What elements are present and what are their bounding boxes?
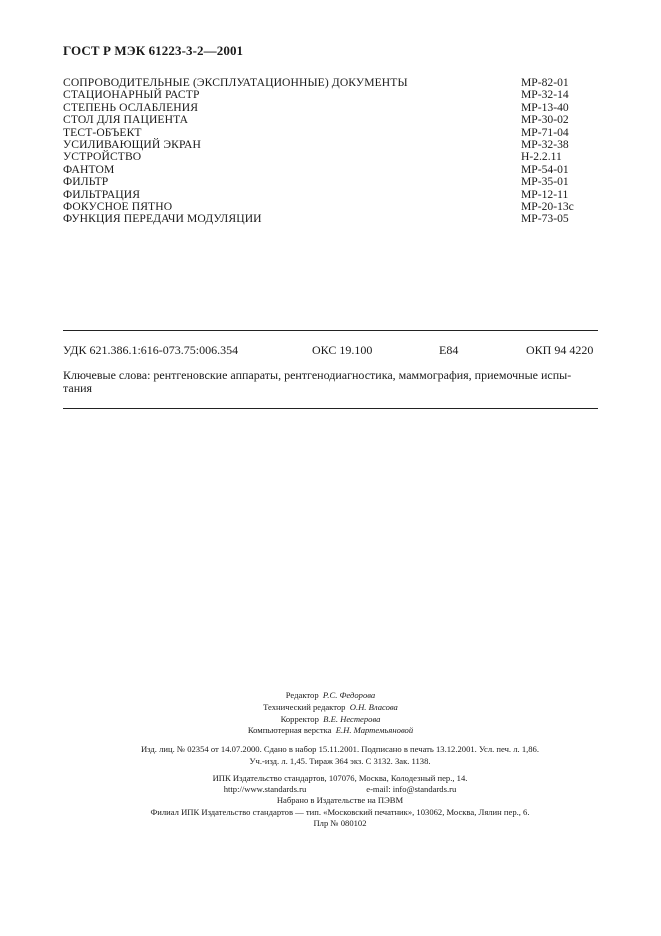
top-divider: [63, 330, 598, 331]
imprint-block: [60, 744, 620, 768]
index-code: МР-54-01: [521, 162, 569, 176]
tech-editor-credit: [0, 702, 661, 714]
index-code: МР-32-14: [521, 88, 569, 102]
index-code: МР-13-40: [521, 100, 569, 114]
standard-title: ГОСТ Р МЭК 61223-3-2—2001: [63, 43, 244, 58]
index-term: ФОКУСНОЕ ПЯТНО: [63, 199, 173, 213]
index-term: СТОЛ ДЛЯ ПАЦИЕНТА: [63, 113, 189, 127]
index-code: МР-82-01: [521, 76, 569, 89]
document-header: [63, 43, 243, 59]
index-term: ФУНКЦИЯ ПЕРЕДАЧИ МОДУЛЯЦИИ: [63, 212, 262, 226]
index-code: МР-12-11: [521, 187, 569, 201]
tech-editor-label: Технический редактор: [263, 701, 346, 712]
index-term: ФИЛЬТР: [63, 175, 109, 189]
email-link[interactable]: e-mail: info@standards.ru: [366, 784, 457, 795]
index-code: МР-73-05: [521, 212, 569, 226]
index-code: Н-2.2.11: [521, 150, 562, 164]
editor-credit: [0, 690, 661, 702]
website-link[interactable]: http://www.standards.ru: [223, 784, 307, 795]
alphabetical-index: [63, 77, 573, 226]
imprint-line: Изд. лиц. № 02354 от 14.07.2000. Сдано в набор 15.11.2001. Подписано в печать 13.12.2001. Усл. печ. л. 1,86.: [140, 744, 540, 754]
index-row: [63, 89, 573, 101]
editor-label: Редактор: [285, 690, 319, 700]
okp-code: ОКП 94 4220: [526, 343, 594, 357]
group-code: Е84: [439, 343, 459, 357]
index-code: МР-20-13с: [521, 199, 574, 213]
index-code: МР-71-04: [521, 125, 569, 139]
tech-editor-name: О.Н. Власова: [349, 701, 398, 712]
publisher-block: [60, 773, 620, 829]
imprint-line: Уч.-изд. л. 1,45. Тираж 364 экз. С 3132. Зак. 1138.: [249, 755, 431, 766]
index-row: [63, 164, 573, 176]
corrector-name: В.Е. Нестерова: [323, 713, 381, 724]
bottom-divider: [63, 408, 598, 409]
layout-credit: [0, 725, 661, 737]
index-term: УСИЛИВАЮЩИЙ ЭКРАН: [63, 137, 201, 151]
corrector-credit: [0, 714, 661, 726]
udk-code: УДК 621.386.1:616-073.75:006.354: [63, 343, 239, 357]
publisher-address: ИПК Издательство стандартов, 107076, Москва, Колодезный пер., 14.: [212, 773, 468, 783]
editor-name: Р.С. Федорова: [322, 690, 376, 700]
corrector-label: Корректор: [280, 713, 319, 724]
index-term: СТЕПЕНЬ ОСЛАБЛЕНИЯ: [63, 100, 199, 114]
index-row: [63, 114, 573, 126]
keywords-paragraph: [63, 369, 598, 395]
keywords-text: Ключевые слова: рентгеновские аппараты, рентгенодиагностика, маммография, приемочные испы-тания: [63, 368, 572, 395]
index-code: МР-35-01: [521, 175, 569, 189]
index-term: ТЕСТ-ОБЪЕКТ: [63, 125, 142, 139]
license-number: Плр № 080102: [313, 817, 367, 828]
index-term: УСТРОЙСТВО: [63, 150, 142, 164]
typeset-note: Набрано в Издательстве на ПЭВМ: [276, 795, 404, 806]
index-term: СОПРОВОДИТЕЛЬНЫЕ (ЭКСПЛУАТАЦИОННЫЕ) ДОКУМЕНТЫ: [63, 76, 408, 89]
index-term: СТАЦИОНАРНЫЙ РАСТР: [63, 88, 200, 102]
layout-name: Е.Н. Мартемьяновой: [335, 725, 414, 736]
credits-block: [0, 690, 661, 737]
classification-line: [63, 343, 598, 358]
layout-label: Компьютерная верстка: [247, 725, 332, 736]
publisher-contacts: [60, 784, 620, 795]
index-row: [63, 151, 573, 163]
index-row: [63, 213, 573, 225]
index-code: МР-32-38: [521, 137, 569, 151]
printer-address: Филиал ИПК Издательство стандартов — тип. «Московский печатник», 103062, Москва, Лялин пер., 6.: [150, 806, 530, 817]
index-row: [63, 176, 573, 188]
index-term: ФАНТОМ: [63, 162, 115, 176]
index-code: МР-30-02: [521, 113, 569, 127]
oks-code: ОКС 19.100: [312, 343, 373, 357]
index-term: ФИЛЬТРАЦИЯ: [63, 187, 141, 201]
